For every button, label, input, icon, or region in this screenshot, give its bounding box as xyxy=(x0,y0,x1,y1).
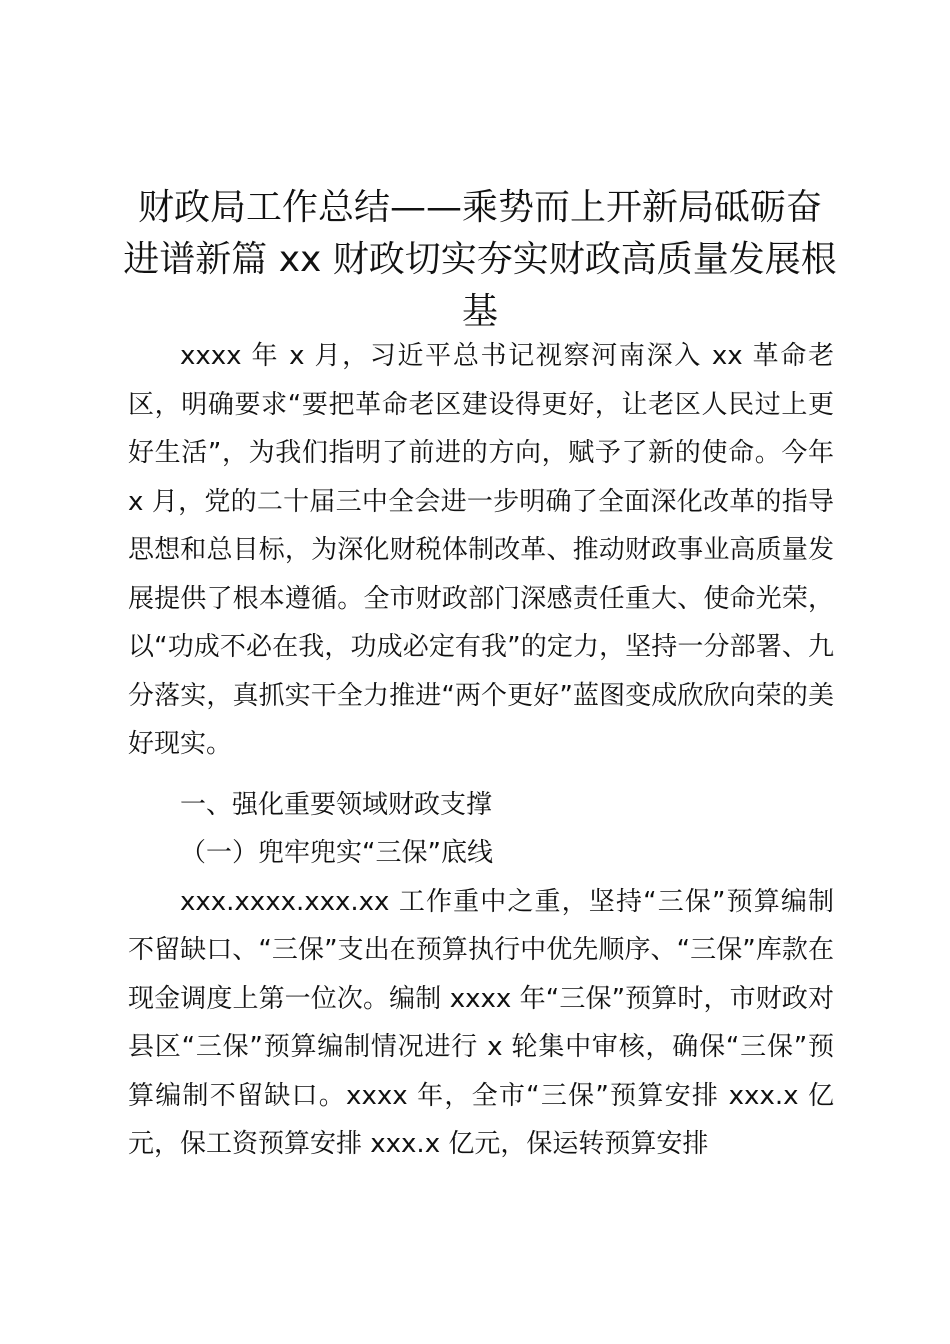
section-heading: 一、强化重要领域财政支撑 xyxy=(180,789,493,820)
title-line-2: 进谱新篇 xx 财政切实夯实财政高质量发展根 xyxy=(123,239,837,280)
body-paragraph: xxx.xxxx.xxx.xx 工作重中之重，坚持“三保”预算编制不留缺口、“三保”支出在预算执行中优先顺序、“三保”库款在现金调度上第一位次。编制 xxxx 年“三保”预算时，市财政对县区“三保”预算编制情况进行 x 轮集中审核，确保“三保”预算编制不留缺口。xxxx 年，全市“三保”预算安排 xxx.x 亿元，保工资预算安排 xxx.x 亿元，保运转预算安排 xyxy=(128,886,834,1159)
document-body xyxy=(128,332,834,1169)
title-line-1: 财政局工作总结——乘势而上开新局砥砺奋 xyxy=(137,187,822,228)
title-line-3: 基 xyxy=(461,291,498,332)
document-title xyxy=(120,182,840,338)
subsection-heading: （一）兜牢兜实“三保”底线 xyxy=(180,838,493,868)
intro-paragraph: xxxx 年 x 月，习近平总书记视察河南深入 xx 革命老区，明确要求“要把革命老区建设得更好，让老区人民过上更好生活”，为我们指明了前进的方向，赋予了新的使命。今年 x 月，党的二十届三中全会进一步明确了全面深化改革的指导思想和总目标，为深化财税体制改革、推动财政事业高质量发展提供了根本遵循。全市财政部门深感责任重大、使命光荣，以“功成不必在我，功成必定有我”的定力，坚持一分部署、九分落实，真抓实干全力推进“两个更好”蓝图变成欣欣向荣的美好现实。 xyxy=(128,341,834,759)
